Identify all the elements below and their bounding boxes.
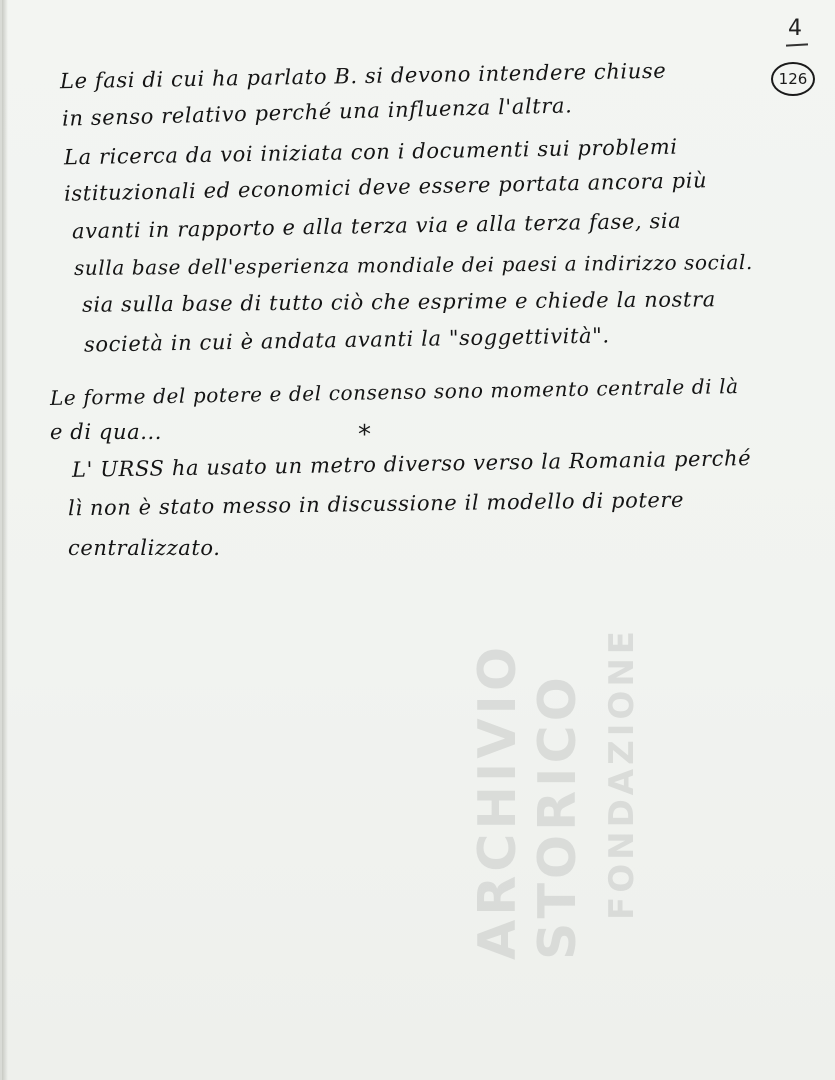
text-line-10: e di qua... [50, 420, 163, 444]
text-line-12: lì non è stato messo in discussione il modello di potere [67, 487, 685, 521]
text-line-13: centralizzato. [68, 536, 221, 560]
archive-number: 126 [778, 70, 808, 88]
watermark-line-2: FONDAZIONE [602, 626, 642, 920]
text-line-3: La ricerca da voi iniziata con i documenti sui problemi [63, 134, 678, 170]
text-line-11: L' URSS ha usato un metro diverso verso la Romania perché [71, 446, 752, 482]
text-line-8: società in cui è andata avanti la "soggettività". [83, 323, 610, 357]
text-line-7: sia sulla base di tutto ciò che esprime e chiede la nostra [81, 287, 716, 317]
page-number-underline [786, 43, 808, 46]
text-line-2: in senso relativo perché una influenza l'altra. [61, 93, 573, 131]
text-line-5: avanti in rapporto e alla terza via e alla terza fase, sia [71, 208, 682, 244]
text-line-4: istituzionali ed economici deve essere portata ancora più [63, 168, 708, 206]
archive-watermark [468, 540, 652, 960]
page-edge-shadow [2, 0, 8, 1080]
archive-number-circle [771, 62, 815, 96]
text-line-6: sulla base dell'esperienza mondiale dei paesi a indirizzo social. [73, 250, 753, 280]
asterisk-separator: * [358, 420, 371, 450]
text-line-9: Le forme del potere e del consenso sono momento centrale di là [49, 373, 739, 411]
watermark-line-1: ARCHIVIO STORICO [468, 642, 588, 960]
page-number: 4 [788, 16, 802, 41]
text-line-1: Le fasi di cui ha parlato B. si devono intendere chiuse [59, 58, 667, 94]
